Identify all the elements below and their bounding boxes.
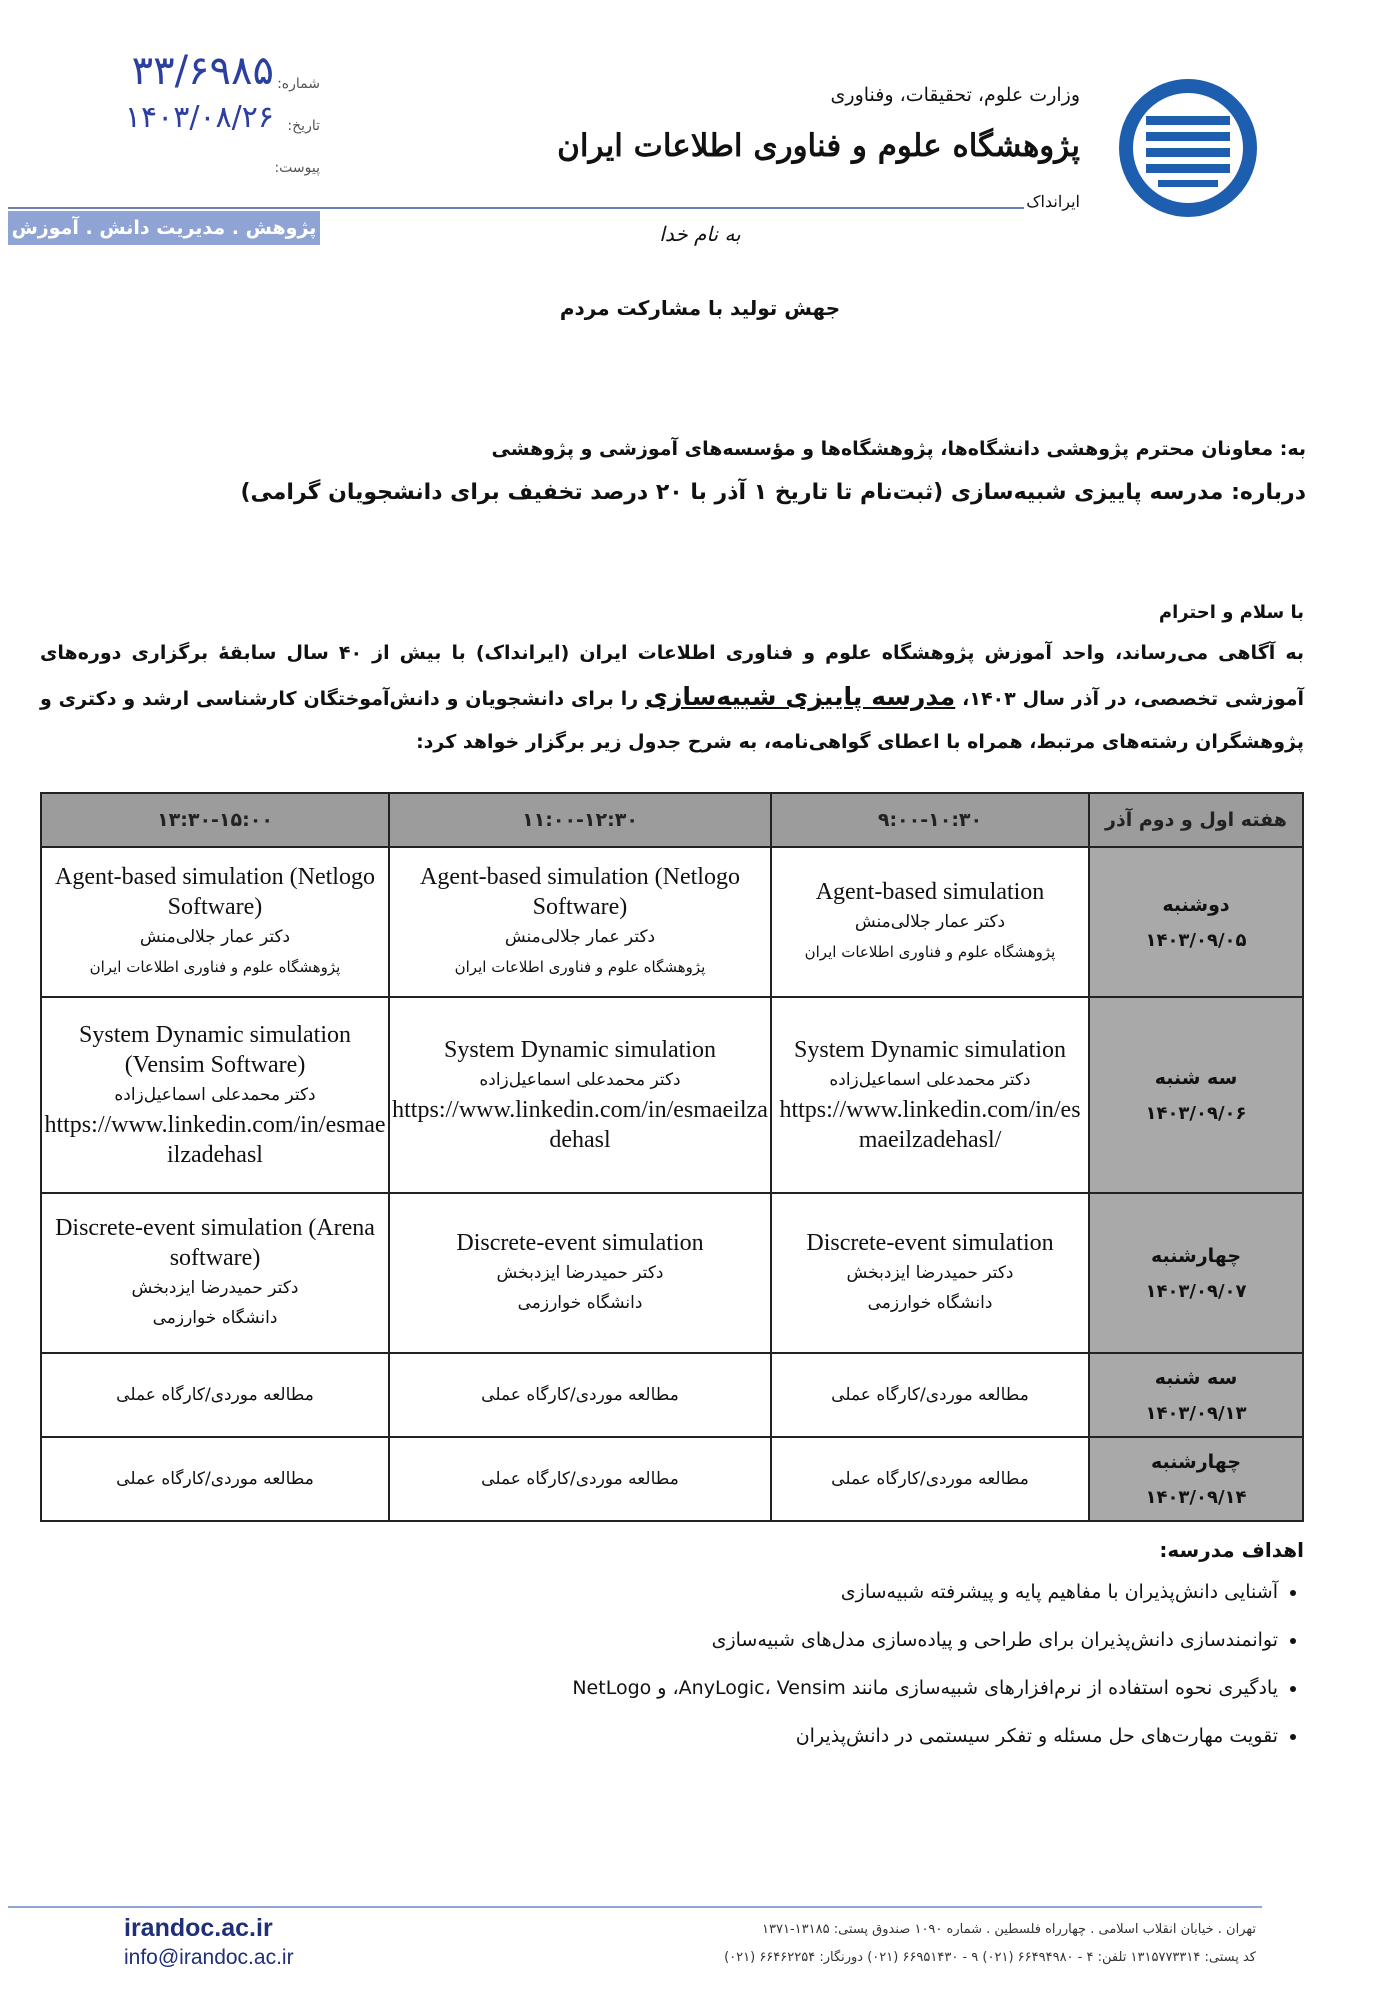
session-cell [389, 1353, 771, 1437]
table-row [41, 1193, 1303, 1353]
session-title: Agent-based simulation (Netlogo Software) [420, 864, 740, 920]
list-item: • آشنایی دانش‌پذیران با مفاهیم پایه و پیشرفته شبیه‌سازی [178, 1568, 1278, 1616]
session-teacher: مطالعه موردی/کارگاه عملی [481, 1469, 679, 1489]
session-teacher: دکتر عمار جلالی‌منش [139, 927, 291, 947]
footer-address: تهران . خیابان انقلاب اسلامی . چهارراه فلسطین . شماره ۱۰۹۰ صندوق پستی: ۱۳۱۸۵-۱۳۷۱ [762, 1922, 1256, 1937]
session-teacher: دکتر محمدعلی اسماعیل‌زاده [479, 1070, 681, 1090]
session-teacher: دکتر حمیدرضا ایزدبخش [131, 1278, 299, 1298]
day-date: ۱۴۰۳/۰۹/۱۳ [1145, 1402, 1247, 1424]
footer-email-link[interactable]: info@irandoc.ac.ir [124, 1946, 294, 1969]
day-date: ۱۴۰۳/۰۹/۱۴ [1145, 1486, 1247, 1508]
session-org: دانشگاه خوارزمی [867, 1293, 993, 1313]
ministry-name: وزارت علوم، تحقیقات، وفناوری [830, 84, 1080, 106]
goals-title: اهداف مدرسه: [1159, 1538, 1304, 1562]
day-cell [1089, 1353, 1303, 1437]
letter-body [40, 632, 1304, 764]
goals-list [178, 1568, 1304, 1760]
session-title: System Dynamic simulation [444, 1037, 716, 1063]
list-item: • تقویت مهارت‌های حل مسئله و تفکر سیستمی در دانش‌پذیران [178, 1712, 1278, 1760]
session-teacher: دکتر محمدعلی اسماعیل‌زاده [114, 1085, 316, 1105]
body-part-2: را برای دانشجویان و دانش‌آموختگان کارشناسی ارشد و دکتری و پژوهشگران رشته‌های مرتبط، همراه با اعطای گواهی‌نامه، به شرح جدول زیر برگزار خواهد کرد: [40, 688, 1304, 753]
day-cell [1089, 997, 1303, 1193]
institute-abbr: ایرانداک [1026, 192, 1080, 211]
header-slot-2: ۱۱:۰۰-۱۲:۳۰ [389, 793, 771, 847]
day-cell [1089, 1437, 1303, 1521]
session-title: Discrete-event simulation (Arena software) [55, 1215, 375, 1271]
slogan: جهش تولید با مشارکت مردم [559, 296, 841, 320]
table-row [41, 997, 1303, 1193]
session-cell [41, 1353, 389, 1437]
day-name: دوشنبه [1162, 893, 1230, 916]
session-org: پژوهشگاه علوم و فناوری اطلاعات ایران [804, 943, 1056, 961]
attachment-label: پیوست: [274, 160, 320, 176]
session-cell [771, 1353, 1089, 1437]
day-name: سه شنبه [1154, 1366, 1238, 1389]
header-slot-3: ۱۳:۳۰-۱۵:۰۰ [41, 793, 389, 847]
body-highlight: مدرسه پاییزی شبیه‌سازی [645, 682, 956, 711]
session-cell [41, 1193, 389, 1353]
session-teacher: مطالعه موردی/کارگاه عملی [116, 1469, 314, 1489]
footer-website-link[interactable]: irandoc.ac.ir [124, 1914, 273, 1942]
session-org: دانشگاه خوارزمی [152, 1308, 278, 1328]
greeting: با سلام و احترام [1158, 602, 1304, 623]
table-row [41, 1353, 1303, 1437]
session-cell [41, 997, 389, 1193]
session-cell [41, 847, 389, 997]
body-part-1: به آگاهی می‌رساند، واحد آموزش پژوهشگاه علوم و فناوری اطلاعات ایران (ایرانداک) با بیش از ۴۰ سال سابقهٔ برگزاری دوره‌های آموزشی تخصصی، در آذر سال ۱۴۰۳، [40, 642, 1305, 710]
session-link[interactable]: https://www.linkedin.com/in/esmaeilzadehasl/ [779, 1097, 1081, 1153]
session-teacher: دکتر حمیدرضا ایزدبخش [496, 1263, 664, 1283]
session-teacher: مطالعه موردی/کارگاه عملی [831, 1385, 1029, 1405]
date-label: تاریخ: [287, 118, 320, 134]
institute-name: پژوهشگاه علوم و فناوری اطلاعات ایران [557, 128, 1080, 164]
session-teacher: مطالعه موردی/کارگاه عملی [831, 1469, 1029, 1489]
table-row [41, 847, 1303, 997]
day-name: چهارشنبه [1150, 1244, 1242, 1267]
session-link[interactable]: https://www.linkedin.com/in/esmaeilzadehasl [392, 1097, 768, 1153]
session-title: System Dynamic simulation [794, 1037, 1066, 1063]
list-item: • یادگیری نحوه استفاده از نرم‌افزارهای شبیه‌سازی مانند AnyLogic، Vensim، و NetLogo [178, 1664, 1278, 1712]
day-date: ۱۴۰۳/۰۹/۰۷ [1145, 1280, 1247, 1302]
session-cell [771, 1193, 1089, 1353]
session-title: Agent-based simulation (Netlogo Software) [55, 864, 375, 920]
session-cell [389, 1193, 771, 1353]
session-cell [41, 1437, 389, 1521]
day-date: ۱۴۰۳/۰۹/۰۵ [1145, 929, 1247, 951]
list-item: • توانمندسازی دانش‌پذیران برای طراحی و پیاده‌سازی مدل‌های شبیه‌سازی [178, 1616, 1278, 1664]
session-teacher: مطالعه موردی/کارگاه عملی [481, 1385, 679, 1405]
session-link[interactable]: https://www.linkedin.com/in/esmaeilzadehasl [44, 1112, 386, 1168]
number-label: شماره: [277, 76, 320, 92]
session-cell [771, 847, 1089, 997]
session-org: پژوهشگاه علوم و فناوری اطلاعات ایران [454, 958, 706, 976]
day-name: چهارشنبه [1150, 1450, 1242, 1473]
number-value: ۳۳/۶۹۸۵ [131, 48, 274, 94]
header-slot-1: ۹:۰۰-۱۰:۳۰ [771, 793, 1089, 847]
session-teacher: دکتر حمیدرضا ایزدبخش [846, 1263, 1014, 1283]
day-date: ۱۴۰۳/۰۹/۰۶ [1145, 1102, 1247, 1124]
session-title: Discrete-event simulation [806, 1230, 1054, 1256]
session-teacher: دکتر عمار جلالی‌منش [504, 927, 656, 947]
footer-divider [8, 1906, 1262, 1908]
table-header-row [41, 793, 1303, 847]
session-cell [771, 1437, 1089, 1521]
date-value: ۱۴۰۳/۰۸/۲۶ [124, 100, 274, 135]
header-divider [8, 207, 1024, 209]
session-title: Agent-based simulation [815, 879, 1045, 905]
header-banner: پژوهش . مدیریت دانش . آموزش [8, 211, 320, 245]
session-teacher: دکتر عمار جلالی‌منش [854, 912, 1006, 932]
session-cell [389, 847, 771, 997]
header-week: هفته اول و دوم آذر [1089, 793, 1303, 847]
session-cell [389, 997, 771, 1193]
footer-contact: کد پستی: ۱۳۱۵۷۷۳۳۱۴ تلفن: ۴ - ۶۶۴۹۴۹۸۰ (۰۲۱) ۹ - ۶۶۹۵۱۴۳۰ (۰۲۱) دورنگار: ۶۶۴۶۲۲۵۴ (۰۲۱) [724, 1950, 1256, 1965]
day-name: سه شنبه [1154, 1066, 1238, 1089]
session-teacher: مطالعه موردی/کارگاه عملی [116, 1385, 314, 1405]
irandoc-logo-icon [1118, 78, 1258, 218]
subject: درباره: مدرسه پاییزی شبیه‌سازی (ثبت‌نام تا تاریخ ۱ آذر با ۲۰ درصد تخفیف برای دانشجویان گرامی) [240, 480, 1306, 505]
session-title: System Dynamic simulation (Vensim Software) [79, 1022, 351, 1078]
basmala: به نام خدا [659, 222, 741, 246]
session-org: پژوهشگاه علوم و فناوری اطلاعات ایران [89, 958, 341, 976]
session-title: Discrete-event simulation [456, 1230, 704, 1256]
session-cell [389, 1437, 771, 1521]
day-cell [1089, 847, 1303, 997]
day-cell [1089, 1193, 1303, 1353]
table-row [41, 1437, 1303, 1521]
session-cell [771, 997, 1089, 1193]
recipient: به: معاونان محترم پژوهشی دانشگاه‌ها، پژوهشگاه‌ها و مؤسسه‌های آموزشی و پژوهشی [491, 438, 1306, 460]
schedule-table [40, 792, 1304, 1522]
session-org: دانشگاه خوارزمی [517, 1293, 643, 1313]
session-teacher: دکتر محمدعلی اسماعیل‌زاده [829, 1070, 1031, 1090]
